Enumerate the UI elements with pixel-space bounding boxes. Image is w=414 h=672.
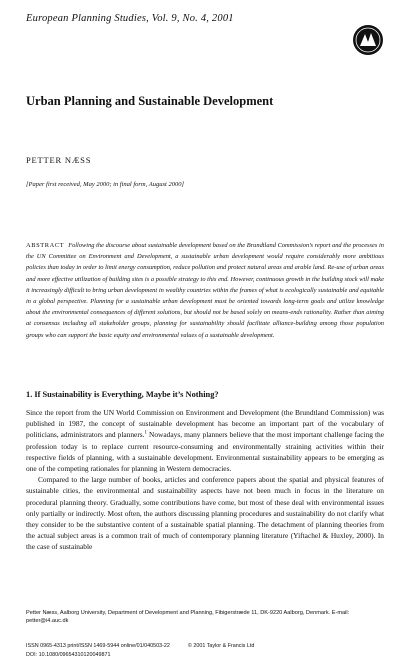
- journal-header: European Planning Studies, Vol. 9, No. 4, 2001: [26, 13, 234, 24]
- body-text: [26, 407, 384, 553]
- page-footer: [26, 642, 386, 659]
- issn: ISSN 0965-4313 print/ISSN 1469-5944 online/01/040503-22: [26, 643, 170, 649]
- abstract-label: ABSTRACT: [26, 242, 65, 249]
- paper-title: Urban Planning and Sustainable Development: [26, 94, 274, 108]
- paragraph-2: Compared to the large number of books, articles and conference papers about the spatial and physical features of sustainable cities, the environmental and sustainability aspects have not been much in focus in the literature on procedural planning theory. Gradually, some contributions have come, but most of these deal with environmental issues only partially or indirectly. Most often, the authors discussing planning procedures and sustainability do not clarify what they consider to be the substantive content of a sustainable spatial planning. The detachment of planning theories from the actual subject areas is a common trait of much of contemporary planning literature (Yiftachel & Huxley, 2000). In the case of sustainable: [26, 475, 384, 552]
- submission-dates: [Paper first received, May 2000; in final form, August 2000]: [26, 181, 184, 188]
- footnote-marker: 1: [144, 430, 148, 436]
- abstract-text: Following the discourse about sustainable development based on the Brundtland Commission’s report and the processes in the UN Committee on Environment and Development, a sustainable urban development would require considerably more ambitious policies than today in order to limit energy consumption, reduce pollution and protect natural areas and arable land. Re-use of urban areas and more effective utilization of building sites is a possible strategy to this end. However, continuous growth in the building stock will make it increasingly difficult to bring urban development in wealthy countries within the frames of what is ecologically sustainable and equitable in a global perspective. Planning for a sustainable urban development must be oriented towards long-term goals and utilize knowledge about the environmental consequences of different solutions, but should not be based solely on means-ends rationality. Rather than aiming at consensus including all stakeholder groups, planning for sustainability should facilitate alliance-building among those population groups who can support the basic equity and environmental values of a sustainable development.: [26, 242, 384, 339]
- paragraph-1-text-after: Nowadays, many planners believe that the most important challenge facing the profession today is to replace current resource-consuming and environmentally straining activities within their respective fields of planning, with a sustainable development. Environmental sustainability appears to be emerging as one of the competing rationales for planning in Western democracies.: [26, 430, 384, 474]
- section-heading: 1. If Sustainability is Everything, Maybe it’s Nothing?: [26, 390, 219, 399]
- copyright: © 2001 Taylor & Francis Ltd: [187, 643, 255, 649]
- author-footnote: Petter Næss, Aalborg University, Department of Development and Planning, Fibigerstræde 11, DK-9220 Aalborg, Denmark. E-mail: petter@i4.auc.dk: [26, 610, 350, 625]
- paragraph-1-text: Since the report from the UN World Commission on Environment and Development (the Brundtland Commission) was published in 1987, the concept of sustainable development has become an important part of the vocabulary of politicians, administrators and planners.: [26, 408, 384, 440]
- author-name: PETTER NÆSS: [26, 155, 92, 165]
- doi: DOI: 10.1080/09654310120049871: [26, 651, 111, 658]
- publisher-logo-icon: [352, 24, 384, 56]
- abstract: [26, 240, 384, 341]
- paragraph-1: [26, 407, 384, 474]
